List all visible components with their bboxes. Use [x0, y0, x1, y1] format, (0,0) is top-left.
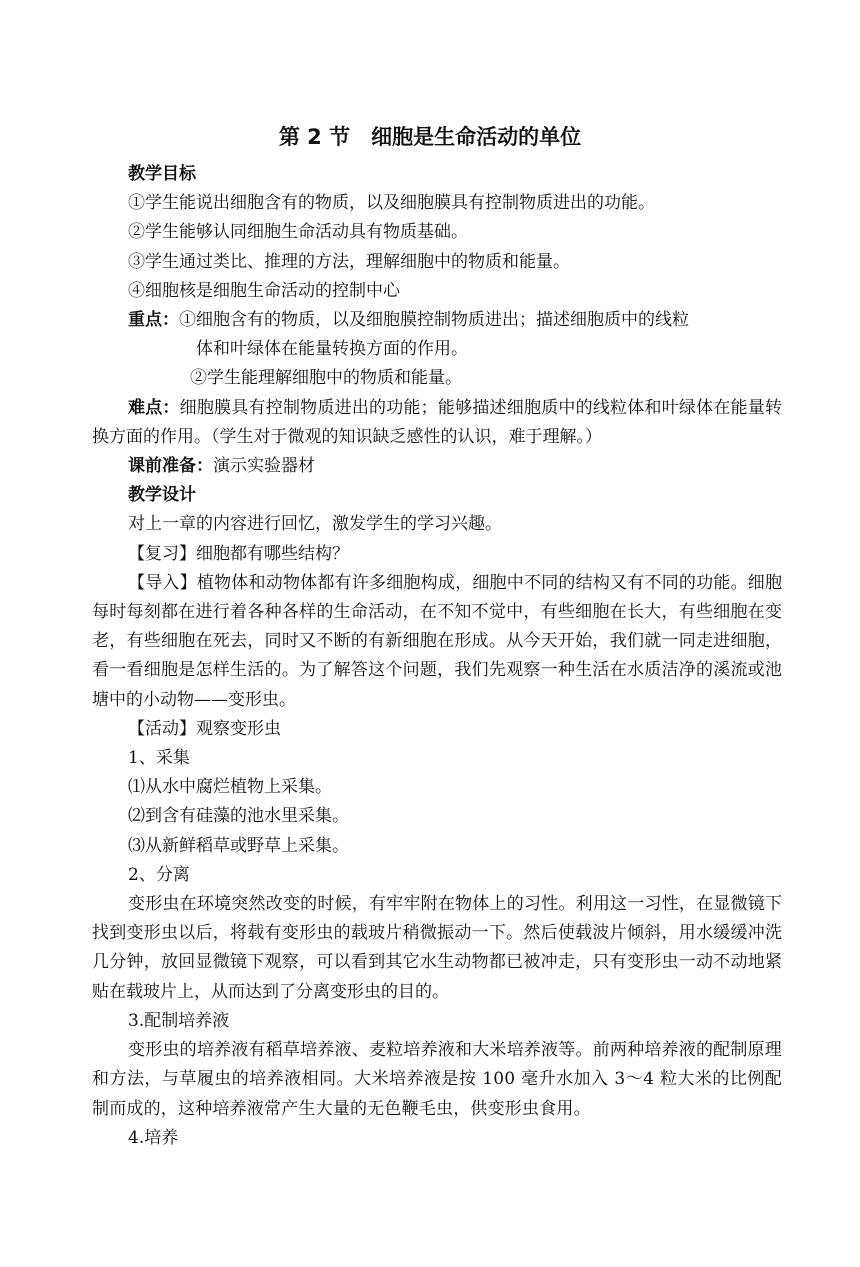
activity-paragraph: 【活动】观察变形虫: [128, 718, 281, 739]
step-1-title: 1、采集: [128, 748, 190, 769]
objectives-heading-text: 教学目标: [128, 164, 196, 184]
objective-item: ③学生通过类比、推理的方法，理解细胞中的物质和能量。: [128, 251, 570, 272]
key-points: [92, 306, 782, 335]
document-body: [92, 160, 782, 1153]
difficulty: [92, 394, 782, 452]
step-1-item: ⑵到含有硅藻的池水里采集。: [128, 806, 349, 827]
key-points-label: 重点：: [128, 310, 179, 331]
preparation-label: 课前准备：: [128, 456, 213, 477]
preparation: [92, 452, 782, 481]
objective-item: ②学生能够认同细胞生命活动具有物质基础。: [128, 222, 468, 243]
difficulty-label: 难点：: [128, 397, 180, 418]
design-heading: [92, 481, 782, 510]
step-3-text: 变形虫的培养液有稻草培养液、麦粒培养液和大米培养液等。前两种培养液的配制原理和方法，与草履虫的培养液相同。大米培养液是按 100 毫升水加入 3～4 粒大米的比例配制而成的，这种培养液常产生大量的无色鞭毛虫，供变形虫食用。: [92, 1040, 782, 1119]
step-2-text: 变形虫在环境突然改变的时候，有牢牢附在物体上的习性。利用这一习性，在显微镜下找到变形虫以后，将载有变形虫的载玻片稍微振动一下。然后使载波片倾斜，用水缓缓冲洗几分钟，放回显微镜下观察，可以看到其它水生动物都已被冲走，只有变形虫一动不动地紧贴在载玻片上，从而达到了分离变形虫的目的。: [92, 894, 782, 1002]
key-points-line-3: ②学生能理解细胞中的物质和能量。: [190, 368, 462, 389]
step-3-title: 3.配制培养液: [128, 1010, 230, 1031]
key-points-line-2: 体和叶绿体在能量转换方面的作用。: [196, 339, 468, 360]
design-intro: 对上一章的内容进行回忆，激发学生的学习兴趣。: [128, 514, 502, 535]
page-title: 第 2 节 细胞是生命活动的单位: [278, 125, 582, 149]
objective-item: ④细胞核是细胞生命活动的控制中心: [128, 280, 400, 301]
step-4-title: 4.培养: [128, 1127, 179, 1148]
step-1-item: ⑶从新鲜稻草或野草上采集。: [128, 835, 349, 856]
review-paragraph: 【复习】细胞都有哪些结构？: [128, 543, 349, 564]
design-heading-text: 教学设计: [128, 485, 196, 506]
preparation-text: 演示实验器材: [213, 456, 315, 477]
lead-in-paragraph: 【导入】植物体和动物体都有许多细胞构成，细胞中不同的结构又有不同的功能。细胞每时每刻都在进行着各种各样的生命活动，在不知不觉中，有些细胞在长大，有些细胞在变老，有些细胞在死去，同时又不断的有新细胞在形成。从今天开始，我们就一同走进细胞，看一看细胞是怎样生活的。为了解答这个问题，我们先观察一种生活在水质洁净的溪流或池塘中的小动物——变形虫。: [92, 572, 782, 710]
difficulty-text: 细胞膜具有控制物质进出的功能；能够描述细胞质中的线粒体和叶绿体在能量转换方面的作用。（学生对于微观的知识缺乏感性的认识，难于理解。）: [92, 397, 783, 447]
objective-item: ①学生能说出细胞含有的物质，以及细胞膜具有控制物质进出的功能。: [128, 193, 655, 214]
objectives-heading: [92, 160, 782, 189]
step-2-title: 2、分离: [128, 864, 190, 885]
step-1-item: ⑴从水中腐烂植物上采集。: [128, 777, 332, 798]
key-points-line-1: ①细胞含有的物质，以及细胞膜控制物质进出；描述细胞质中的线粒: [179, 310, 689, 331]
